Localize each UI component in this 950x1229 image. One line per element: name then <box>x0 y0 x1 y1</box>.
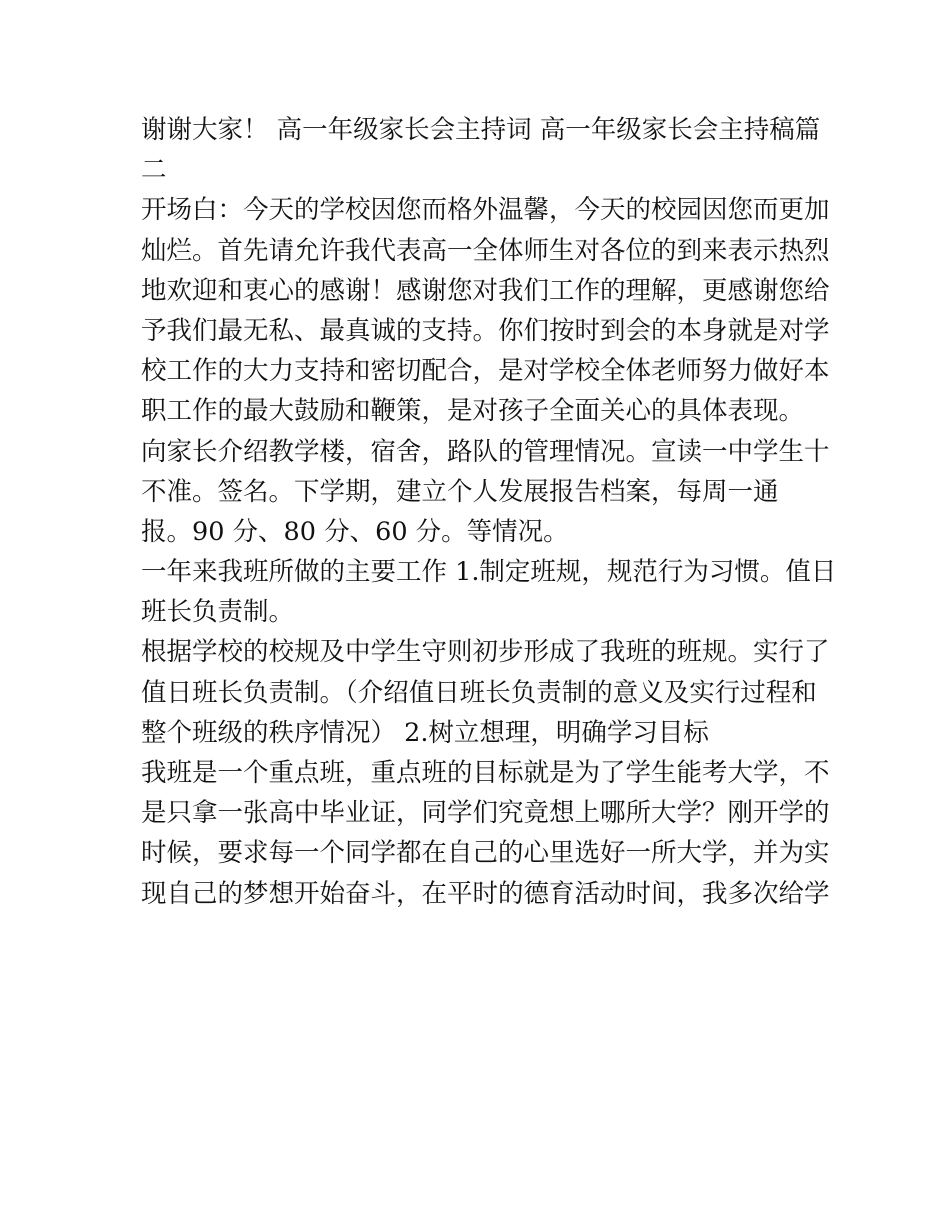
text-line: 灿烂。首先请允许我代表高一全体师生对各位的到来表示热烈 <box>141 235 830 266</box>
text-line: 二 <box>141 155 167 186</box>
text-line: 现自己的梦想开始奋斗，在平时的德育活动时间，我多次给学 <box>141 878 830 909</box>
text-line: 时候，要求每一个同学都在自己的心里选好一所大学，并为实 <box>141 838 830 869</box>
text-line: 谢谢大家！ 高一年级家长会主持词 高一年级家长会主持稿篇 <box>141 115 821 145</box>
text-line: 校工作的大力支持和密切配合，是对学校全体老师努力做好本 <box>141 356 830 387</box>
text-line: 班长负责制。 <box>141 597 295 628</box>
text-line: 一年来我班所做的主要工作 1.制定班规，规范行为习惯。值日 <box>141 557 837 588</box>
text-line: 向家长介绍教学楼，宿舍，路队的管理情况。宣读一中学生十 <box>141 436 830 467</box>
text-line: 整个班级的秩序情况） 2.树立想理，明确学习目标 <box>141 717 709 748</box>
document-body <box>141 110 837 914</box>
text-line: 地欢迎和衷心的感谢！感谢您对我们工作的理解，更感谢您给 <box>141 275 830 306</box>
text-line: 值日班长负责制。（介绍值日班长负责制的意义及实行过程和 <box>141 677 817 708</box>
text-line: 根据学校的校规及中学生守则初步形成了我班的班规。实行了 <box>141 637 830 668</box>
text-line: 开场白：今天的学校因您而格外温馨，今天的校园因您而更加 <box>141 195 830 226</box>
text-line: 是只拿一张高中毕业证，同学们究竟想上哪所大学？刚开学的 <box>141 798 830 829</box>
text-line: 不准。签名。下学期，建立个人发展报告档案，每周一通 <box>141 476 779 507</box>
text-line: 报。90 分、80 分、60 分。等情况。 <box>141 516 569 547</box>
text-line: 予我们最无私、最真诚的支持。你们按时到会的本身就是对学 <box>141 315 830 346</box>
text-line: 职工作的最大鼓励和鞭策，是对孩子全面关心的具体表现。 <box>141 396 805 427</box>
text-line: 我班是一个重点班，重点班的目标就是为了学生能考大学，不 <box>141 758 830 788</box>
